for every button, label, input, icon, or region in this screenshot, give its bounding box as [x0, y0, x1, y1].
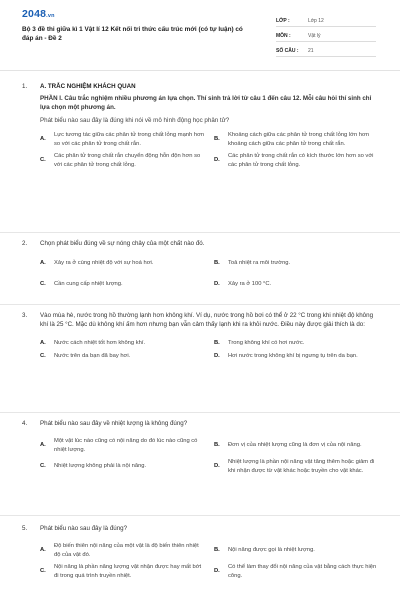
site-logo[interactable]	[22, 8, 247, 20]
option-letter: B.	[214, 340, 220, 346]
option-a[interactable]	[40, 339, 206, 348]
question-heading	[22, 82, 380, 125]
meta-row-subject	[276, 27, 376, 42]
question-heading	[22, 524, 380, 533]
option-text: Đơn vị của nhiệt lượng cũng là đơn vị của nội năng.	[228, 442, 362, 449]
option-letter: C.	[40, 463, 46, 470]
option-c[interactable]	[40, 280, 206, 289]
option-letter: B.	[214, 442, 220, 449]
logo-text: 2048	[22, 8, 47, 20]
question-heading	[22, 239, 380, 248]
question-5	[22, 524, 380, 580]
option-letter: B.	[214, 547, 220, 554]
question-prompt: Phát biểu nào sau đây là đúng khi nói về mô hình động học phân tử?	[40, 117, 230, 124]
document-header	[22, 8, 376, 70]
question-body	[40, 82, 380, 125]
option-c[interactable]	[40, 352, 206, 361]
option-c[interactable]	[40, 152, 206, 169]
option-text: Xảy ra ở cùng nhiệt độ với sự hoá hơi.	[54, 260, 154, 266]
options-grid	[22, 259, 380, 288]
question-heading	[22, 311, 380, 329]
option-d[interactable]	[214, 280, 380, 289]
option-c[interactable]	[40, 458, 206, 475]
question-separator	[0, 304, 400, 305]
document-meta	[276, 8, 376, 70]
options-grid	[22, 131, 380, 169]
question-body	[40, 524, 380, 533]
option-letter: C.	[40, 568, 46, 575]
option-text: Lực tương tác giữa các phân tử trong chất lỏng mạnh hơn so với các phân tử trong chất rắn.	[54, 132, 205, 147]
question-prompt: Phát biểu nào sau đây về nhiệt lượng là không đúng?	[40, 420, 188, 427]
question-number: 1.	[22, 83, 28, 90]
option-a[interactable]	[40, 437, 206, 454]
option-b[interactable]	[214, 542, 380, 559]
option-text: Độ biến thiên nội năng của một vật là độ biến thiên nhiệt độ của vật đó.	[54, 543, 199, 558]
question-number: 2.	[22, 240, 28, 247]
option-d[interactable]	[214, 563, 380, 580]
question-prompt: Vào mùa hè, nước trong hồ thường lạnh hơn không khí. Ví dụ, nước trong hồ bơi có thể ở 22 °C trong khi nhiệt độ không khí là 25 °C. Mặc dù không khí ấm hơn nhưng bạn vẫn cảm thấy lạnh khi ra khỏi nước. Điều này được giải thích là do:	[40, 312, 374, 328]
option-text: Nội năng là phần năng lượng vật nhận được hay mất bớt đi trong quá trình truyền nhiệt.	[54, 564, 202, 579]
option-text: Cần cung cấp nhiệt lượng.	[54, 280, 123, 287]
question-heading	[22, 419, 380, 428]
option-b[interactable]	[214, 131, 380, 148]
option-b[interactable]	[214, 259, 380, 268]
question-3	[22, 311, 380, 360]
option-text: Một vật lúc nào cũng có nội năng do đó lúc nào cũng có nhiệt lượng.	[54, 438, 198, 453]
option-letter: A.	[40, 340, 46, 346]
document-title: Bộ 3 đề thi giữa kì 1 Vật lí 12 Kết nối tri thức cấu trúc mới (có tự luận) có đáp án - Đề 2	[22, 26, 243, 42]
option-text: Toả nhiệt ra môi trường.	[228, 260, 291, 266]
option-text: Các phân tử trong chất rắn chuyển động hỗn độn hơn so với các phân tử trong chất lỏng.	[54, 153, 201, 168]
question-number: 4.	[22, 420, 28, 427]
option-a[interactable]	[40, 542, 206, 559]
question-number: 3.	[22, 312, 28, 319]
option-b[interactable]	[214, 339, 380, 348]
option-d[interactable]	[214, 458, 380, 475]
option-text: Trong không khí có hơi nước.	[228, 340, 305, 346]
option-letter: C.	[40, 352, 46, 359]
options-grid	[22, 437, 380, 475]
meta-value: Vật lý	[308, 33, 321, 39]
section-title: A. TRẮC NGHIỆM KHÁCH QUAN	[40, 83, 136, 90]
option-letter: D.	[214, 352, 220, 359]
question-body	[40, 311, 380, 329]
question-prompt: Chọn phát biểu đúng về sự nóng chảy của một chất nào đó.	[40, 240, 205, 247]
option-b[interactable]	[214, 437, 380, 454]
question-body	[40, 239, 380, 248]
question-separator	[0, 412, 400, 413]
option-a[interactable]	[40, 259, 206, 268]
question-4	[22, 419, 380, 475]
option-d[interactable]	[214, 152, 380, 169]
option-text: Nước trên da bạn đã bay hơi.	[54, 352, 131, 359]
question-separator	[0, 232, 400, 233]
question-1	[22, 82, 380, 169]
question-prompt: Phát biểu nào sau đây là đúng?	[40, 525, 128, 532]
option-letter: B.	[214, 260, 220, 266]
question-body	[40, 419, 380, 428]
option-text: Khoảng cách giữa các phân tử trong chất lỏng lớn hơn khoảng cách giữa các phân tử trong chất rắn.	[228, 132, 370, 147]
options-grid	[22, 542, 380, 580]
option-text: Có thể làm thay đổi nội năng của vật bằng cách thực hiện công.	[228, 564, 377, 579]
option-letter: C.	[40, 280, 46, 287]
option-c[interactable]	[40, 563, 206, 580]
question-number: 5.	[22, 525, 28, 532]
option-a[interactable]	[40, 131, 206, 148]
meta-key: LỚP :	[276, 18, 290, 24]
option-letter: C.	[40, 157, 46, 164]
header-divider	[0, 70, 400, 71]
part-instructions: PHẦN I. Câu trắc nghiệm nhiều phương án lựa chọn. Thí sinh trả lời từ câu 1 đến câu 12. Mỗi câu hỏi thí sinh chỉ lựa chọn một phương án.	[40, 95, 372, 111]
header-left	[22, 8, 247, 70]
logo-suffix: .vn	[46, 13, 55, 19]
meta-row-count	[276, 42, 376, 57]
option-text: Các phân tử trong chất rắn có kích thước lớn hơn so với các phân tử trong chất lỏng.	[228, 153, 374, 168]
option-letter: A.	[40, 547, 46, 554]
meta-value: Lớp 12	[308, 18, 324, 24]
options-grid	[22, 339, 380, 360]
option-letter: D.	[214, 157, 220, 164]
option-letter: D.	[214, 568, 220, 575]
option-letter: A.	[40, 442, 46, 449]
meta-key: SỐ CÂU :	[276, 48, 299, 54]
option-letter: D.	[214, 463, 220, 470]
option-text: Xảy ra ở 100 °C.	[228, 280, 272, 287]
option-text: Nhiệt lượng không phải là nội năng.	[54, 463, 147, 470]
meta-key: MÔN :	[276, 33, 291, 39]
option-letter: B.	[214, 136, 220, 143]
option-letter: A.	[40, 260, 46, 266]
option-text: Nhiệt lượng là phần nội năng vật tăng thêm hoặc giảm đi khi nhận được từ vật khác hoặc truyền cho vật khác.	[228, 459, 375, 474]
question-2	[22, 239, 380, 288]
option-d[interactable]	[214, 352, 380, 361]
option-letter: D.	[214, 280, 220, 287]
option-text: Hơi nước trong không khí bị ngưng tụ trên da bạn.	[228, 352, 358, 359]
option-text: Nội năng được gọi là nhiệt lượng.	[228, 547, 315, 554]
meta-value: 21	[308, 48, 314, 54]
question-separator	[0, 515, 400, 516]
option-letter: A.	[40, 136, 46, 143]
option-text: Nước cách nhiệt tốt hơn không khí.	[54, 340, 146, 346]
meta-row-class	[276, 12, 376, 27]
